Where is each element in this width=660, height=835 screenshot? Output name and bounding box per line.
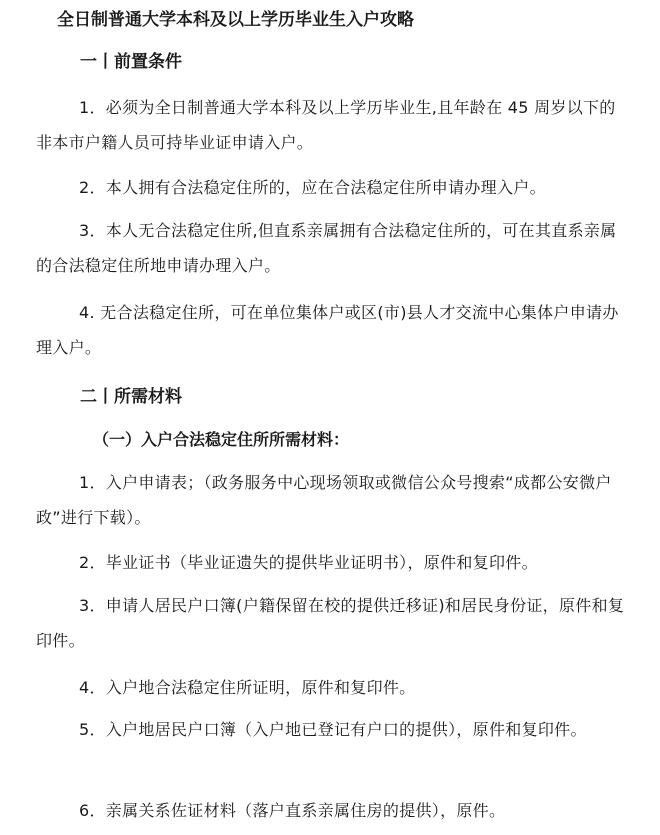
material-item-4: 4．入户地合法稳定住所证明，原件和复印件。: [79, 678, 416, 697]
material-item-6: 6．亲属关系佐证材料（落户直系亲属住房的提供），原件。: [79, 801, 506, 820]
section-heading-prerequisites: 一丨前置条件: [80, 52, 182, 72]
section-heading-materials: 二丨所需材料: [80, 387, 182, 407]
prerequisite-item-2: 2．本人拥有合法稳定住所的，应在合法稳定住所申请办理入户。: [79, 178, 546, 197]
material-item-2: 2．毕业证书（毕业证遗失的提供毕业证明书），原件和复印件。: [79, 553, 538, 572]
prerequisite-item-4: 4. 无合法稳定住所，可在单位集体户或区(市)县人才交流中心集体户申请办理入户。: [36, 303, 619, 357]
subsection-heading-stable-residence: （一）入户合法稳定住所所需材料：: [93, 430, 350, 449]
material-item-1: 1．入户申请表；（政务服务中心现场领取或微信公众号搜索“成都公安微户政”进行下载）。: [36, 473, 612, 527]
prerequisite-item-3: 3．本人无合法稳定住所,但直系亲属拥有合法稳定住所的，可在其直系亲属的合法稳定住所地申请办理入户。: [36, 221, 617, 275]
prerequisite-item-1: 1．必须为全日制普通大学本科及以上学历毕业生,且年龄在 45 周岁以下的非本市户籍人员可持毕业证申请入户。: [36, 98, 616, 152]
document-title: 全日制普通大学本科及以上学历毕业生入户攻略: [57, 10, 414, 30]
material-item-3: 3．申请人居民户口簿(户籍保留在校的提供迁移证)和居民身份证，原件和复印件。: [36, 596, 625, 650]
material-item-5: 5．入户地居民户口簿（入户地已登记有户口的提供），原件和复印件。: [79, 720, 587, 739]
